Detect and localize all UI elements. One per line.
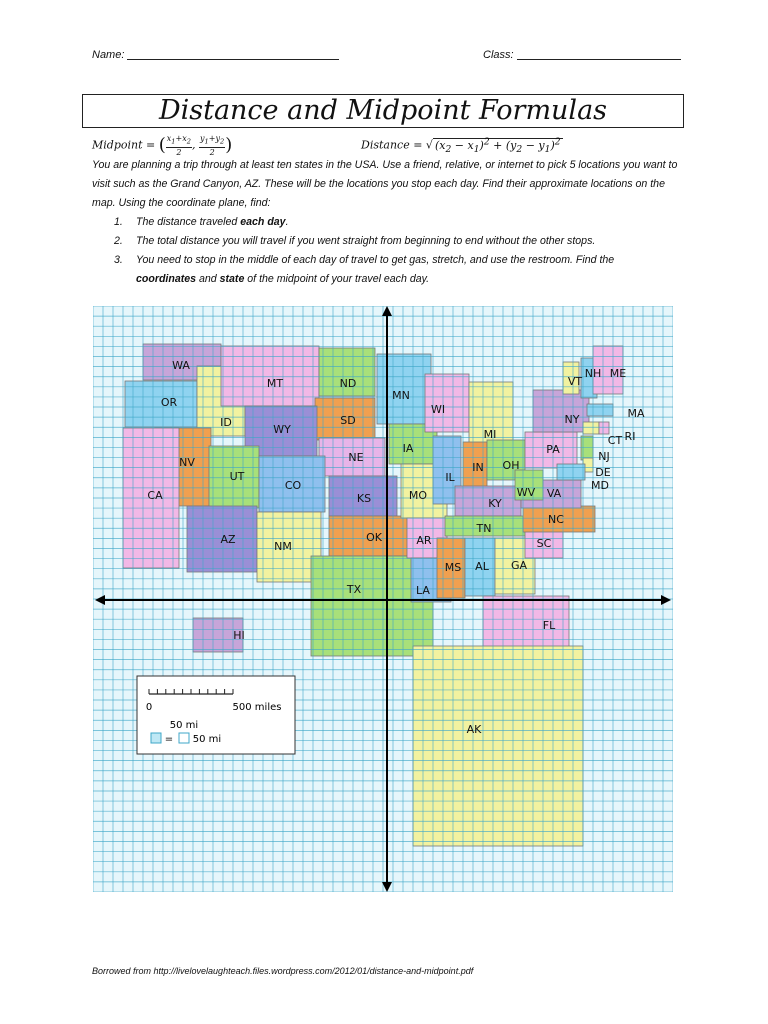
state-label-ks: KS — [356, 492, 372, 505]
state-label-ny: NY — [564, 413, 580, 426]
state-label-al: AL — [475, 560, 489, 573]
task-item-3: 3. You need to stop in the middle of each day of travel to get gas, stretch, and use the restroom. Find the coordinates and state of the midpoint of your travel each day. — [114, 254, 615, 285]
name-label: Name: — [92, 49, 125, 61]
state-ct — [583, 422, 599, 434]
state-label-wv: WV — [516, 486, 536, 499]
state-ak — [413, 646, 583, 846]
state-label-or: OR — [160, 396, 178, 409]
state-ny — [533, 390, 589, 432]
scale-cell-label: 50 mi — [169, 720, 199, 731]
state-label-tx: TX — [346, 583, 362, 596]
class-blank[interactable] — [517, 48, 681, 60]
state-label-de: DE — [595, 466, 611, 479]
class-label: Class: — [483, 49, 514, 61]
state-ri — [599, 422, 609, 434]
grid-cell-swatch-2 — [179, 733, 189, 743]
state-label-nv: NV — [179, 456, 195, 469]
state-label-mn: MN — [392, 389, 410, 402]
name-blank[interactable] — [127, 48, 339, 60]
scale-cell-value-label: 50 mi — [192, 734, 222, 745]
state-label-id: ID — [220, 416, 232, 429]
state-label-ut: UT — [229, 470, 245, 483]
state-label-mo: MO — [408, 489, 428, 502]
state-label-la: LA — [416, 584, 430, 597]
state-label-ri: RI — [624, 430, 636, 443]
state-label-ms: MS — [444, 561, 462, 574]
state-label-nd: ND — [339, 377, 357, 390]
coordinate-map — [93, 306, 673, 892]
state-label-ma: MA — [627, 407, 645, 420]
midpoint-formula: Midpoint = ( $\frac{x_1+x_2}{2}$ , $\frac{y_1+y_2}{2}$ ) — [92, 134, 233, 157]
state-label-az: AZ — [220, 533, 236, 546]
page-title: Distance and Midpoint Formulas — [82, 94, 684, 128]
task-item-2: 2. The total distance you will travel if you went straight from beginning to end without the other stops. — [114, 235, 596, 247]
state-label-oh: OH — [502, 459, 520, 472]
state-label-nj: NJ — [598, 450, 610, 463]
scale-zero-label: 0 — [145, 702, 153, 713]
state-label-pa: PA — [546, 443, 560, 456]
state-label-in: IN — [472, 461, 484, 474]
state-label-ga: GA — [510, 559, 528, 572]
state-label-vt: VT — [567, 375, 583, 388]
state-label-me: ME — [609, 367, 627, 380]
state-label-co: CO — [284, 479, 302, 492]
state-label-ca: CA — [147, 489, 163, 502]
state-label-wy: WY — [273, 423, 291, 436]
state-label-nm: NM — [274, 540, 292, 553]
distance-label: Distance — [361, 138, 410, 152]
midpoint-label: Midpoint — [92, 138, 143, 152]
map-svg — [93, 306, 673, 892]
name-line — [92, 48, 339, 61]
state-label-ct: CT — [607, 434, 623, 447]
distance-formula: Distance = √ $(x_2 - x_1)^2 + (y_2 - y_1)^2$ — [361, 136, 561, 155]
task-item-1: 1. The distance traveled each day. — [114, 216, 289, 228]
state-label-mi: MI — [483, 428, 497, 441]
instructions-paragraph: You are planning a trip through at least ten states in the USA. Use a friend, relative, or internet to pick 5 locations you want to visit such as the Grand Canyon, AZ. These will be the locations you stop each day. Find their approximate locations on the map. Using the coordinate plane, find: — [92, 159, 678, 209]
scale-max-label: 500 miles — [232, 702, 282, 713]
scale-equals: = — [164, 734, 174, 745]
state-label-wi: WI — [430, 403, 446, 416]
task-list — [92, 213, 682, 289]
state-label-il: IL — [445, 471, 455, 484]
scale-box — [137, 676, 295, 754]
state-label-ia: IA — [402, 442, 414, 455]
state-label-ar: AR — [416, 534, 432, 547]
state-label-sd: SD — [340, 414, 356, 427]
state-label-tn: TN — [476, 522, 492, 535]
state-label-ne: NE — [348, 451, 364, 464]
state-label-nh: NH — [584, 367, 602, 380]
state-label-va: VA — [546, 487, 562, 500]
state-label-wa: WA — [172, 359, 190, 372]
state-label-ak: AK — [466, 723, 482, 736]
state-label-fl: FL — [542, 619, 556, 632]
state-label-ky: KY — [488, 497, 502, 510]
state-label-md: MD — [591, 479, 609, 492]
state-ma — [587, 404, 613, 416]
state-label-sc: SC — [536, 537, 552, 550]
grid-cell-swatch — [151, 733, 161, 743]
state-label-nc: NC — [548, 513, 564, 526]
footer-source: Borrowed from http://livelovelaughteach.files.wordpress.com/2012/01/distance-and-midpoint.pdf — [92, 966, 474, 976]
state-label-hi: HI — [233, 629, 245, 642]
class-line — [483, 48, 681, 61]
state-label-ok: OK — [366, 531, 382, 544]
state-label-mt: MT — [266, 377, 284, 390]
